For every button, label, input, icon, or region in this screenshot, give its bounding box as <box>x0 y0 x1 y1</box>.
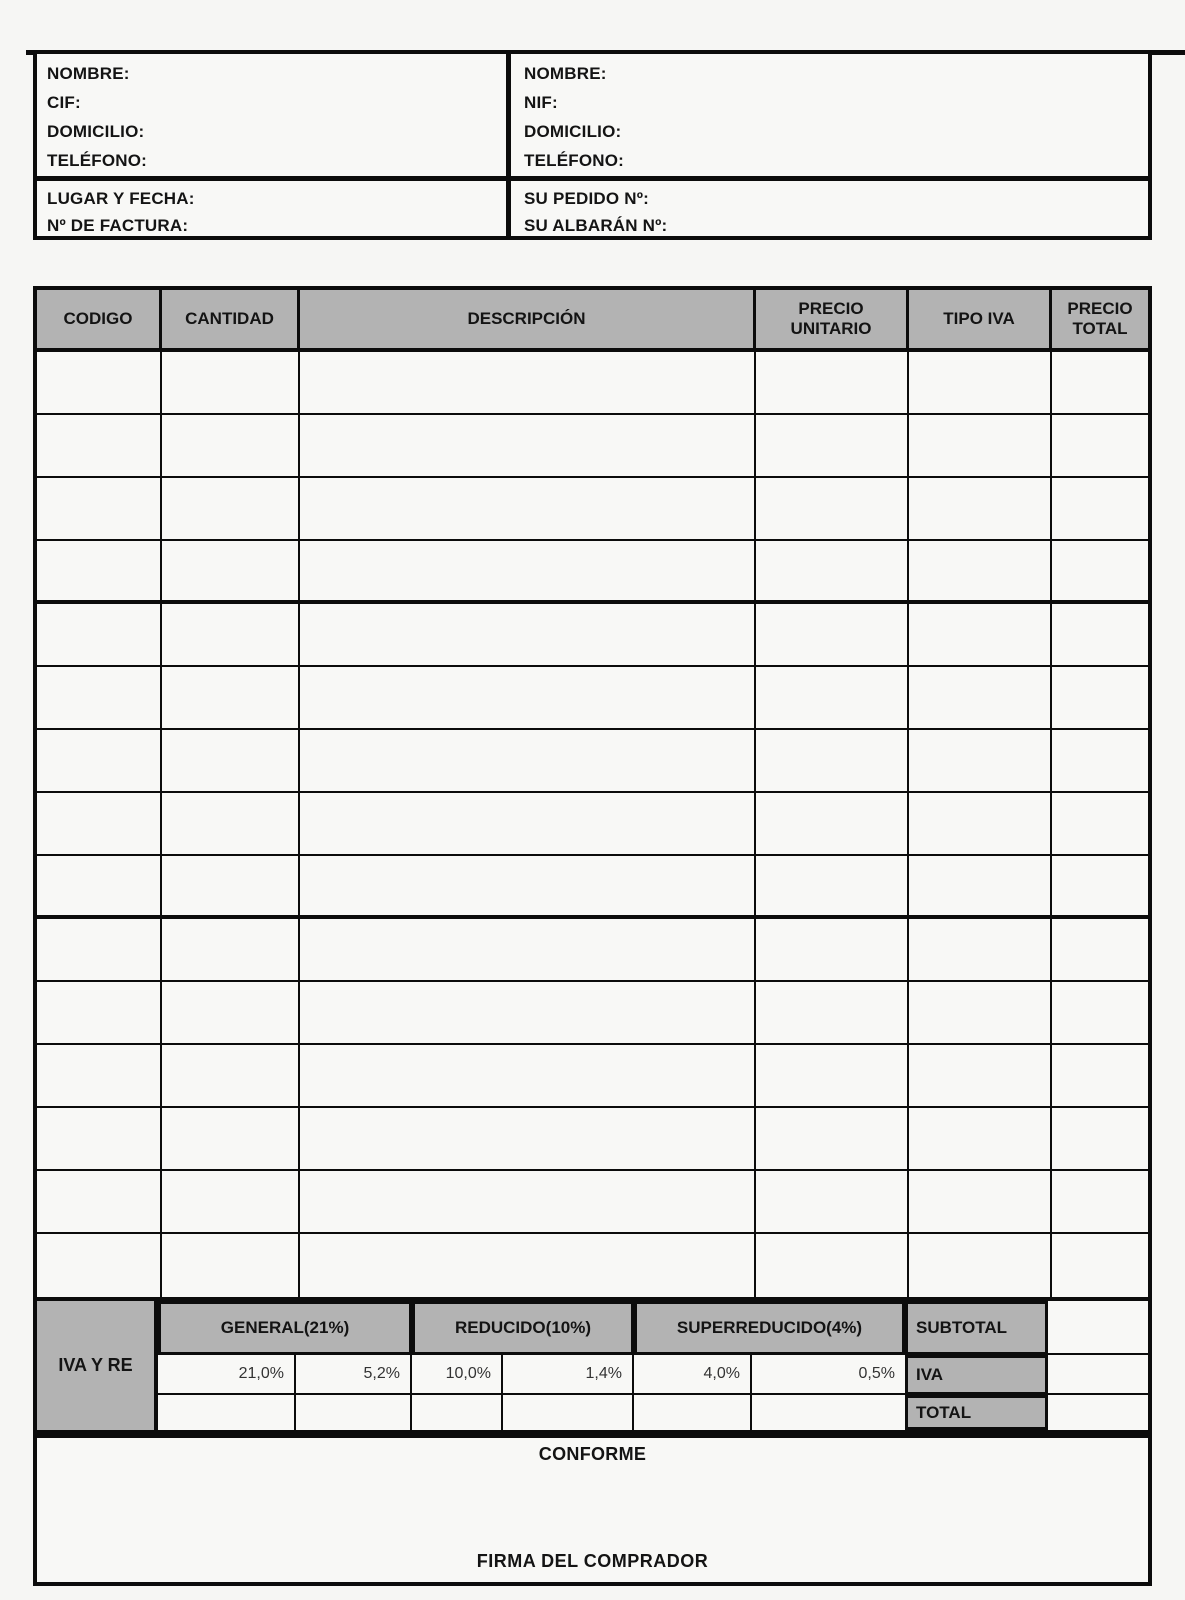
subtotal-label: SUBTOTAL <box>905 1301 1048 1355</box>
buyer-name-label: NOMBRE: <box>524 64 607 83</box>
empty-cell <box>37 1045 162 1106</box>
empty-cell <box>300 352 756 413</box>
items-table-empty-row <box>37 604 1148 667</box>
empty-cell <box>300 667 756 728</box>
empty-cell <box>1052 604 1148 665</box>
empty-cell <box>300 1234 756 1297</box>
empty-cell <box>300 1045 756 1106</box>
parties-box <box>33 50 1152 240</box>
date-invoice-cell <box>37 181 506 239</box>
empty-cell <box>1052 1171 1148 1232</box>
items-table-header-row <box>33 286 1152 352</box>
empty-cell <box>162 541 300 600</box>
empty-cell <box>37 982 162 1043</box>
items-table-empty-row <box>37 730 1148 793</box>
empty-cell <box>756 1108 909 1169</box>
place-date-label: LUGAR Y FECHA: <box>47 189 195 208</box>
empty-cell <box>756 352 909 413</box>
invoice-number-label: Nº DE FACTURA: <box>47 216 189 235</box>
iva-group-superreducido: SUPERREDUCIDO(4%) <box>634 1301 905 1355</box>
iva-summary <box>33 1297 1152 1434</box>
empty-cell <box>1052 541 1148 600</box>
empty-cell <box>909 1045 1052 1106</box>
empty-cell <box>296 1395 412 1430</box>
empty-cell <box>1052 1108 1148 1169</box>
empty-cell <box>756 793 909 854</box>
total-amount-cell <box>1048 1395 1148 1430</box>
buyer-signature-label: FIRMA DEL COMPRADOR <box>476 1551 709 1571</box>
empty-cell <box>1052 478 1148 539</box>
empty-cell <box>412 1395 503 1430</box>
empty-cell <box>37 541 162 600</box>
buyer-address-label: DOMICILIO: <box>524 122 622 141</box>
items-table-empty-row <box>37 1108 1148 1171</box>
rate-reducido-re: 1,4% <box>503 1355 634 1395</box>
empty-cell <box>756 730 909 791</box>
seller-cif-label: CIF: <box>47 93 81 112</box>
iva-group-general: GENERAL(21%) <box>158 1301 412 1355</box>
empty-cell <box>1052 982 1148 1043</box>
seller-name-label: NOMBRE: <box>47 64 130 83</box>
empty-cell <box>752 1395 905 1430</box>
empty-cell <box>37 1234 162 1297</box>
empty-cell <box>909 982 1052 1043</box>
empty-cell <box>1052 919 1148 980</box>
empty-cell <box>909 352 1052 413</box>
header-codigo: CODIGO <box>37 290 162 348</box>
header-precio-total: PRECIO TOTAL <box>1067 299 1133 338</box>
empty-cell <box>162 415 300 476</box>
seller-phone-label: TELÉFONO: <box>47 151 148 170</box>
empty-cell <box>37 856 162 915</box>
empty-cell <box>756 667 909 728</box>
items-table-empty-row <box>37 856 1148 919</box>
order-refs-cell <box>511 181 1148 239</box>
seller-address-label: DOMICILIO: <box>47 122 145 141</box>
empty-cell <box>1052 730 1148 791</box>
empty-cell <box>1052 1045 1148 1106</box>
order-number-label: SU PEDIDO Nº: <box>524 189 649 208</box>
empty-cell <box>503 1395 634 1430</box>
empty-cell <box>909 919 1052 980</box>
empty-cell <box>37 478 162 539</box>
empty-cell <box>300 604 756 665</box>
empty-cell <box>909 667 1052 728</box>
iva-group-header-row <box>158 1301 1148 1355</box>
rate-superreducido-re: 0,5% <box>752 1355 905 1395</box>
empty-cell <box>1052 856 1148 915</box>
header-precio-unitario: PRECIO UNITARIO <box>756 290 909 348</box>
items-table-empty-row <box>37 1045 1148 1108</box>
empty-cell <box>909 541 1052 600</box>
items-table-empty-row <box>37 793 1148 856</box>
signature-box <box>33 1434 1152 1586</box>
empty-cell <box>162 478 300 539</box>
items-table-empty-row <box>37 478 1148 541</box>
empty-cell <box>37 730 162 791</box>
total-label: TOTAL <box>905 1395 1048 1430</box>
empty-cell <box>37 352 162 413</box>
empty-cell <box>162 1171 300 1232</box>
empty-cell <box>37 1171 162 1232</box>
empty-cell <box>909 856 1052 915</box>
empty-cell <box>162 1045 300 1106</box>
empty-cell <box>756 478 909 539</box>
delivery-note-label: SU ALBARÁN Nº: <box>524 216 668 235</box>
empty-cell <box>300 856 756 915</box>
empty-cell <box>756 856 909 915</box>
empty-cell <box>300 730 756 791</box>
iva-rates-row <box>158 1355 1148 1395</box>
items-table-empty-row <box>37 541 1148 604</box>
empty-cell <box>756 604 909 665</box>
empty-cell <box>37 1108 162 1169</box>
buyer-nif-label: NIF: <box>524 93 558 112</box>
empty-cell <box>162 793 300 854</box>
empty-cell <box>37 604 162 665</box>
empty-cell <box>162 352 300 413</box>
empty-cell <box>158 1395 296 1430</box>
iva-empty-row <box>158 1395 1148 1430</box>
empty-cell <box>634 1395 752 1430</box>
empty-cell <box>909 1171 1052 1232</box>
rate-general-re: 5,2% <box>296 1355 412 1395</box>
empty-cell <box>756 982 909 1043</box>
empty-cell <box>162 919 300 980</box>
empty-cell <box>162 1234 300 1297</box>
empty-cell <box>37 667 162 728</box>
buyer-info-cell <box>511 54 1148 176</box>
empty-cell <box>909 604 1052 665</box>
empty-cell <box>1052 1234 1148 1297</box>
empty-cell <box>756 1045 909 1106</box>
empty-cell <box>909 478 1052 539</box>
items-table-empty-row <box>37 1234 1148 1297</box>
empty-cell <box>1052 415 1148 476</box>
iva-amount-cell <box>1048 1355 1148 1395</box>
iva-label: IVA <box>905 1355 1048 1395</box>
empty-cell <box>162 1108 300 1169</box>
items-table-empty-row <box>37 919 1148 982</box>
empty-cell <box>162 667 300 728</box>
empty-cell <box>300 541 756 600</box>
empty-cell <box>756 415 909 476</box>
subtotal-amount-cell <box>1048 1301 1148 1355</box>
empty-cell <box>37 919 162 980</box>
empty-cell <box>162 730 300 791</box>
empty-cell <box>37 793 162 854</box>
empty-cell <box>300 793 756 854</box>
items-table-empty-row <box>37 1171 1148 1234</box>
buyer-phone-label: TELÉFONO: <box>524 151 625 170</box>
empty-cell <box>300 415 756 476</box>
empty-cell <box>162 604 300 665</box>
items-table-empty-row <box>37 667 1148 730</box>
iva-summary-grid <box>158 1301 1148 1430</box>
empty-cell <box>1052 352 1148 413</box>
iva-group-reducido: REDUCIDO(10%) <box>412 1301 634 1355</box>
items-table-empty-row <box>37 352 1148 415</box>
rate-general-iva: 21,0% <box>158 1355 296 1395</box>
empty-cell <box>300 478 756 539</box>
empty-cell <box>756 1234 909 1297</box>
empty-cell <box>300 919 756 980</box>
conforme-title: CONFORME <box>538 1444 647 1464</box>
items-table-empty-row <box>37 415 1148 478</box>
empty-cell <box>909 1234 1052 1297</box>
empty-cell <box>909 415 1052 476</box>
items-table <box>33 286 1152 1297</box>
seller-info-cell <box>37 54 506 176</box>
empty-cell <box>756 1171 909 1232</box>
empty-cell <box>300 982 756 1043</box>
empty-cell <box>300 1108 756 1169</box>
empty-cell <box>162 856 300 915</box>
empty-cell <box>756 919 909 980</box>
items-table-body <box>33 352 1152 1297</box>
empty-cell <box>300 1171 756 1232</box>
empty-cell <box>1052 793 1148 854</box>
rate-superreducido-iva: 4,0% <box>634 1355 752 1395</box>
header-cantidad: CANTIDAD <box>162 290 300 348</box>
header-tipo-iva: TIPO IVA <box>909 290 1052 348</box>
empty-cell <box>909 730 1052 791</box>
empty-cell <box>909 793 1052 854</box>
empty-cell <box>909 1108 1052 1169</box>
iva-row-label: IVA Y RE <box>37 1301 158 1430</box>
rate-reducido-iva: 10,0% <box>412 1355 503 1395</box>
empty-cell <box>162 982 300 1043</box>
items-table-empty-row <box>37 982 1148 1045</box>
empty-cell <box>37 415 162 476</box>
empty-cell <box>1052 667 1148 728</box>
empty-cell <box>756 541 909 600</box>
header-descripcion: DESCRIPCIÓN <box>300 290 756 348</box>
